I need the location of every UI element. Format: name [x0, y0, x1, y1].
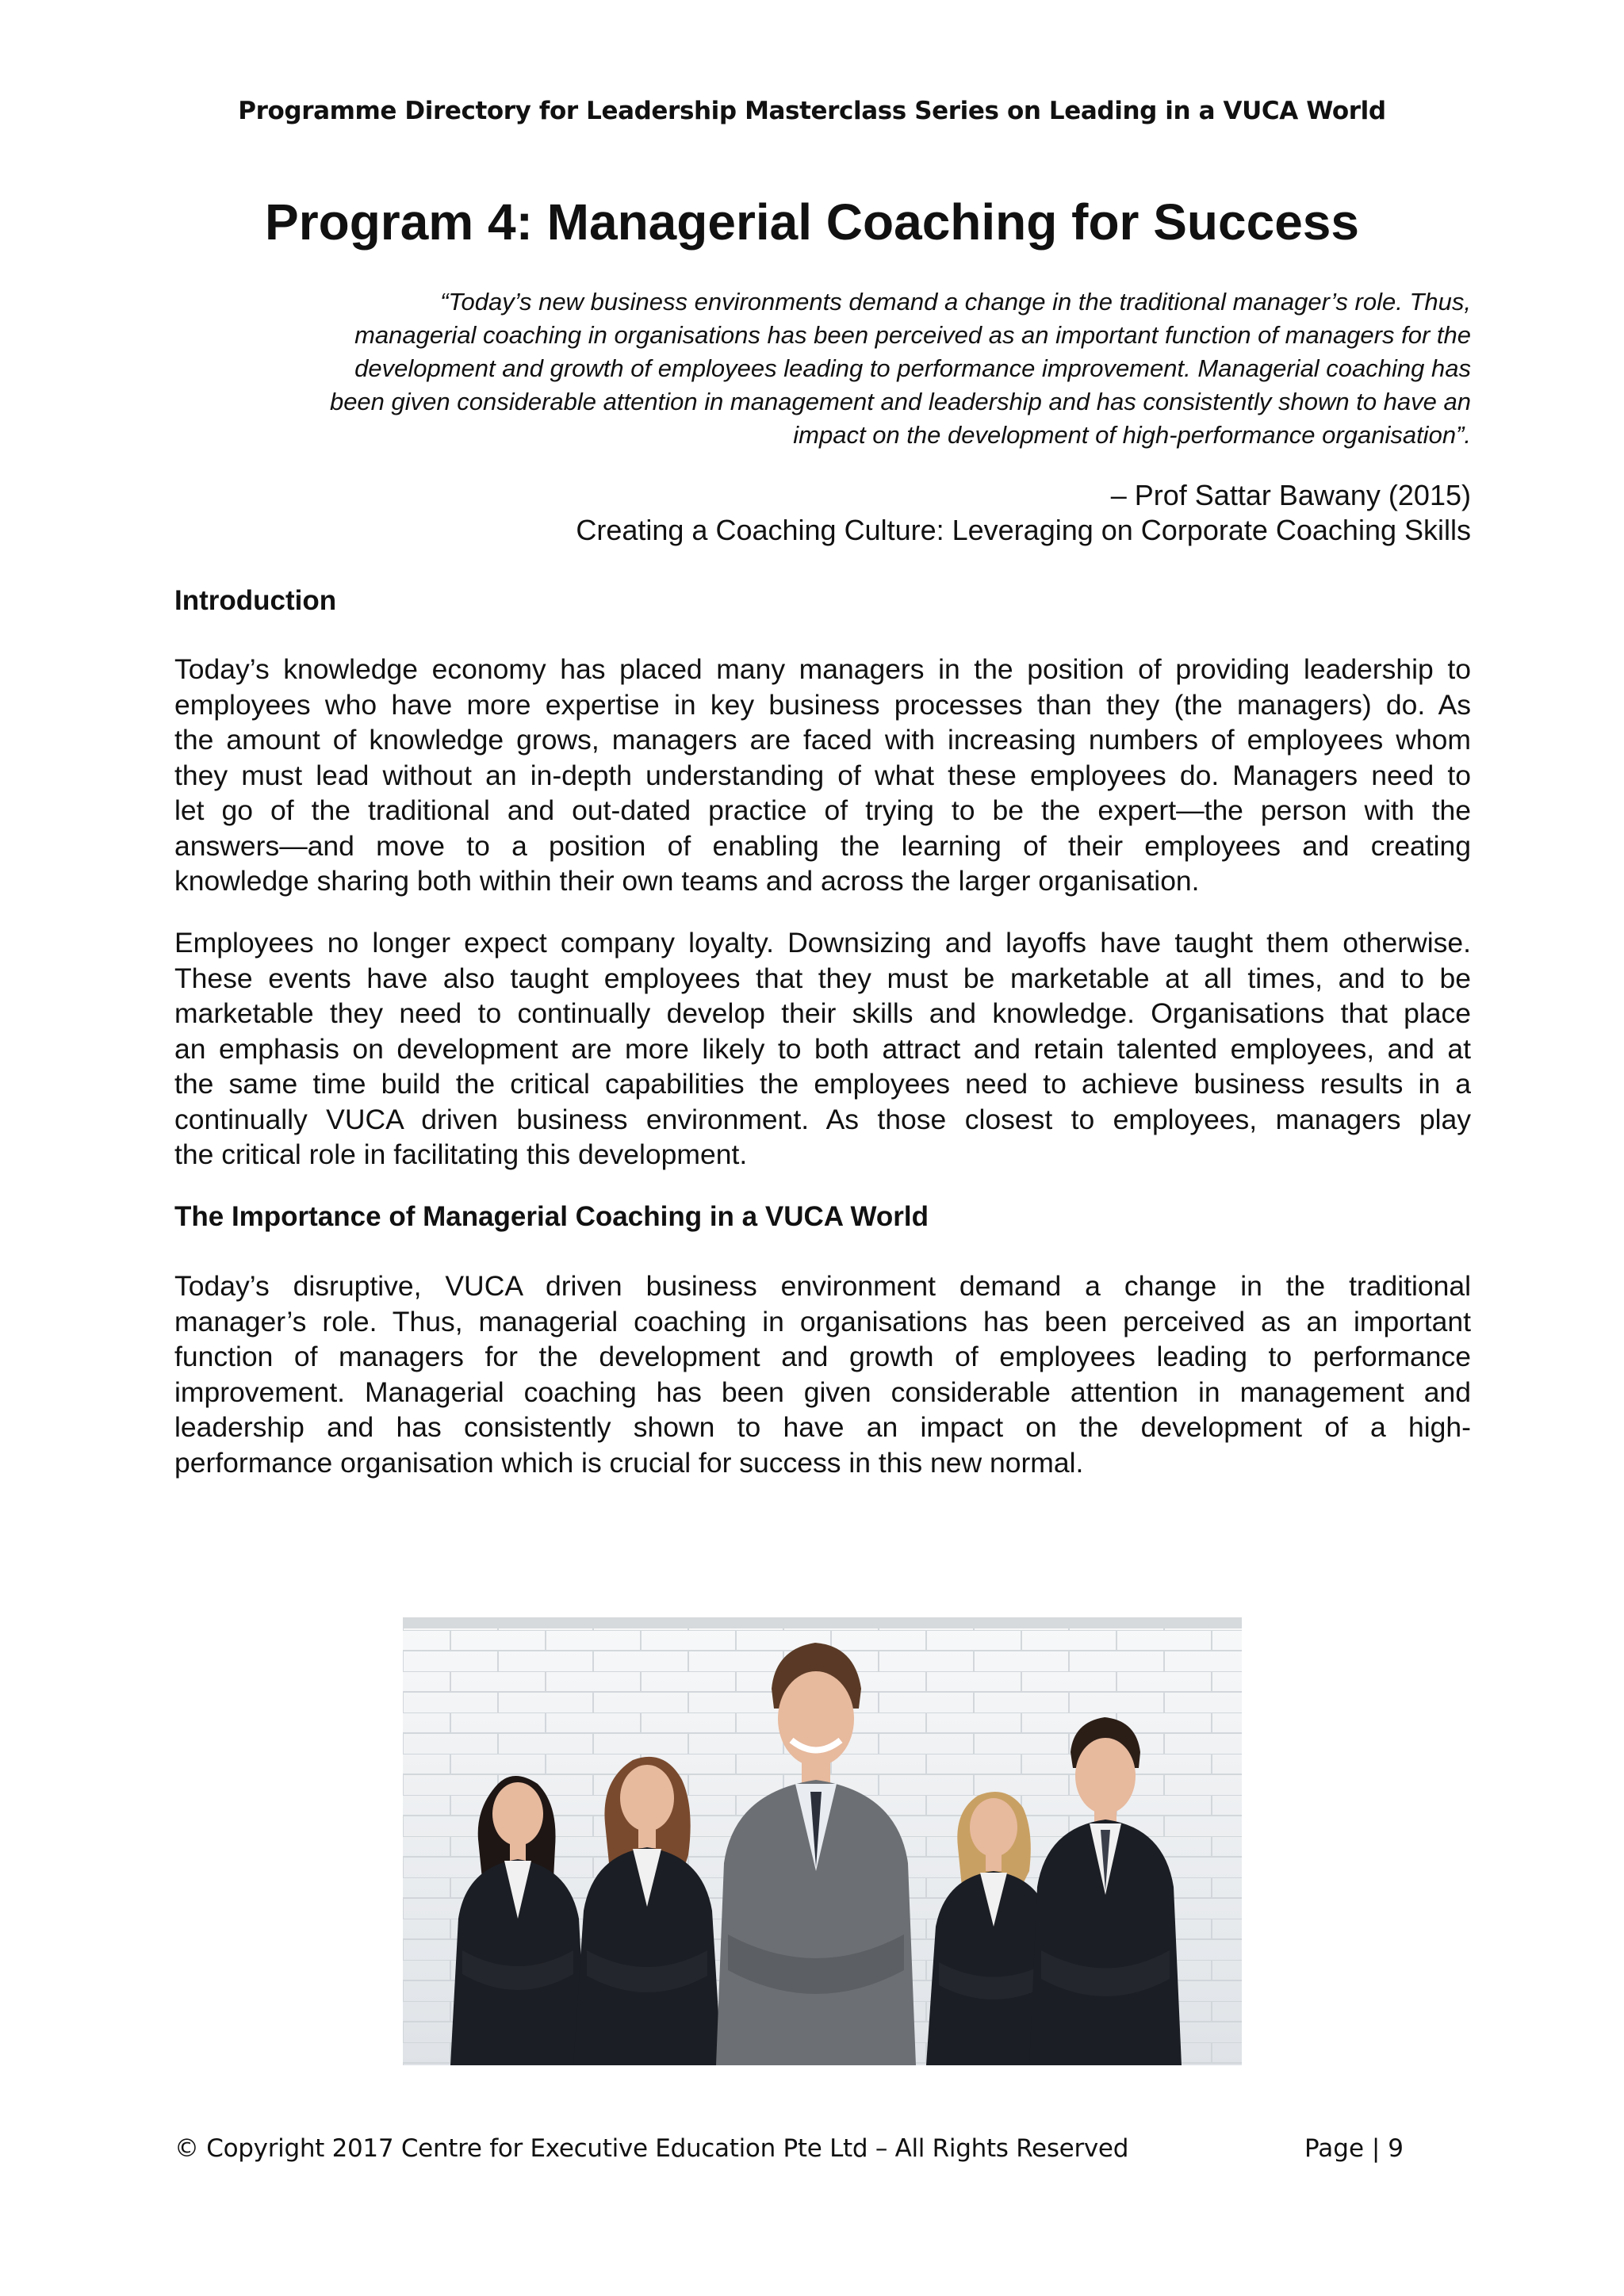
importance-heading: The Importance of Managerial Coaching in a VUCA World — [174, 1201, 929, 1232]
text-line: function of managers for the development and growth of employees leading to performance — [174, 1341, 1471, 1372]
text-line: let go of the traditional and out-dated practice of trying to be the expert—the person with the — [174, 794, 1471, 826]
text-line: These events have also taught employees that they must be marketable at all times, and to be — [174, 962, 1471, 994]
text-line: Today’s disruptive, VUCA driven business environment demand a change in the traditional — [174, 1270, 1471, 1302]
quote-line: development and growth of employees leading to performance improvement. Managerial coaching has — [354, 354, 1471, 382]
text-line: continually VUCA driven business environment. As those closest to employees, managers play — [174, 1103, 1471, 1135]
quote-line: managerial coaching in organisations has been perceived as an important function of managers for the — [354, 321, 1471, 349]
page-title: Program 4: Managerial Coaching for Success — [265, 193, 1359, 251]
introduction-heading: Introduction — [174, 585, 337, 616]
text-line: answers—and move to a position of enabling the learning of their employees and creating — [174, 829, 1471, 862]
quote-attribution — [396, 478, 1471, 548]
text-line: leadership and has consistently shown to have an impact on the development of a high- — [174, 1411, 1471, 1443]
text-line: they must lead without an in-depth understanding of what these employees do. Managers need to — [174, 759, 1471, 791]
text-line: the amount of knowledge grows, managers are faced with increasing numbers of employees whom — [174, 724, 1471, 756]
introduction-paragraph-1 — [174, 652, 1471, 899]
business-team-photo — [403, 1506, 1242, 2065]
text-line: improvement. Managerial coaching has been given considerable attention in management and — [174, 1376, 1471, 1408]
introduction-paragraph-2 — [174, 925, 1471, 1173]
text-line: Employees no longer expect company loyalty. Downsizing and layoffs have taught them otherwise. — [174, 927, 1471, 959]
text-line: knowledge sharing both within their own teams and across the larger organisation. — [174, 865, 1200, 897]
text-line: employees who have more expertise in key business processes than they (the managers) do. As — [174, 688, 1471, 721]
text-line: the same time build the critical capabilities the employees need to achieve business results in a — [174, 1068, 1471, 1100]
business-team-photo-drawing — [403, 1506, 1242, 2065]
text-line: manager’s role. Thus, managerial coaching in organisations has been perceived as an important — [174, 1305, 1471, 1337]
importance-paragraph — [174, 1269, 1471, 1480]
text-line: Today’s knowledge economy has placed many managers in the position of providing leadership to — [174, 653, 1471, 685]
copyright-notice: © Copyright 2017 Centre for Executive Education Pte Ltd – All Rights Reserved — [174, 2134, 1129, 2163]
opening-quote — [174, 285, 1471, 452]
text-line: an emphasis on development are more likely to both attract and retain talented employees, and at — [174, 1032, 1471, 1065]
text-line: performance organisation which is crucial for success in this new normal. — [174, 1446, 1084, 1479]
quote-line: impact on the development of high-performance organisation”. — [793, 421, 1471, 449]
quote-line: “Today’s new business environments demand a change in the traditional manager’s role. Thus, — [440, 288, 1471, 316]
running-header: Programme Directory for Leadership Masterclass Series on Leading in a VUCA World — [238, 97, 1386, 125]
text-line: the critical role in facilitating this development. — [174, 1138, 748, 1170]
quote-line: been given considerable attention in management and leadership and has consistently shown to have an — [329, 388, 1471, 415]
text-line: marketable they need to continually develop their skills and knowledge. Organisations that place — [174, 997, 1471, 1029]
page-number: Page | 9 — [1304, 2134, 1404, 2163]
quote-source: Creating a Coaching Culture: Leveraging on Corporate Coaching Skills — [576, 514, 1471, 546]
quote-author: – Prof Sattar Bawany (2015) — [1110, 479, 1471, 511]
